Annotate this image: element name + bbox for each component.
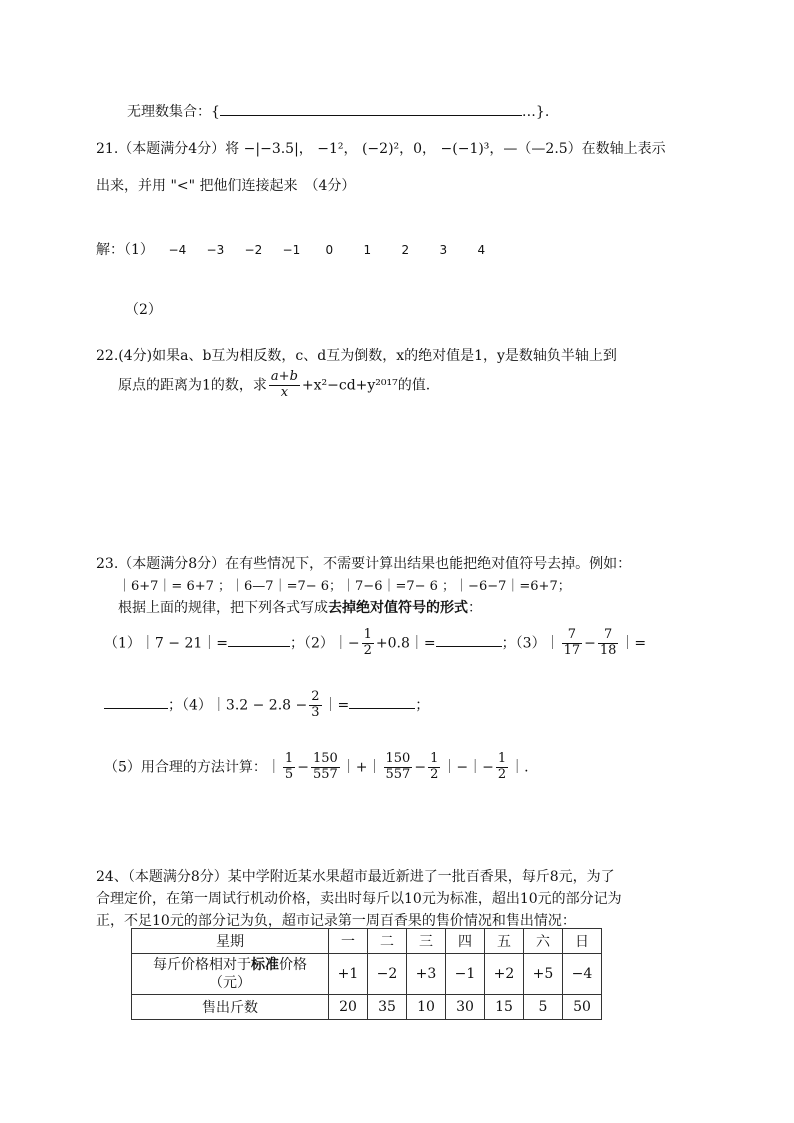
fraction-numerator: 2	[311, 689, 320, 704]
table-cell: −1	[446, 954, 485, 995]
answer-blank-4[interactable]	[349, 708, 415, 709]
table-cell: −4	[563, 954, 602, 995]
q23-line1: 23.（本题满分8分）在有些情况下，不需要计算出结果也能把绝对值符号去掉。例如：	[96, 556, 632, 572]
q23-part4-rest: ｜=	[323, 697, 350, 714]
fraction-denominator: 17	[563, 642, 581, 658]
q23-part1: （1）｜7 − 21｜=	[104, 635, 228, 652]
q23-part3-fraction1	[562, 628, 583, 659]
label-bold: 标准	[251, 957, 279, 973]
q21-number: 21.	[96, 141, 119, 157]
table-cell: 30	[446, 995, 485, 1020]
fraction-numerator: a+b	[270, 369, 298, 384]
label-part: 每斤价格相对于	[153, 957, 251, 973]
q21-expr3: (−2)²，0，	[361, 141, 437, 157]
number-line-tick: 2	[401, 243, 410, 257]
q21-line2: 出来，并用 "<" 把他们连接起来 （4分）	[96, 178, 356, 194]
label-unit: （元）	[209, 975, 251, 991]
q24-line2: 合理定价，在第一周试行机动价格，卖出时每斤以10元为标准，超出10元的部分记为	[96, 891, 622, 907]
q23-part5-sep: ｜+｜	[341, 759, 382, 776]
q23-part3: ；（3）｜	[501, 635, 560, 652]
q23-part5-fraction4	[428, 752, 440, 783]
q23-part5-text: （5）用合理的方法计算：｜	[104, 759, 281, 776]
number-line-tick: −1	[282, 243, 301, 257]
answer-blank[interactable]	[220, 115, 522, 116]
q23-part2-fraction	[362, 628, 374, 659]
q21-answer-line	[96, 239, 500, 259]
fraction-denominator: 557	[312, 766, 338, 782]
irrational-set-end: …}.	[521, 104, 550, 120]
q23-part5-sep2: ｜−｜−	[442, 759, 494, 776]
fraction-denominator: 557	[385, 766, 411, 782]
table-header-row	[132, 929, 602, 954]
table-cell: 15	[485, 995, 524, 1020]
fraction-numerator: 1	[430, 751, 439, 766]
q24-line1: 24、（本题满分8分）某中学附近某水果超市最近新进了一批百香果，每斤8元，为了	[96, 869, 615, 885]
table-cell: +3	[407, 954, 446, 995]
table-day: 一	[329, 929, 368, 954]
number-line-tick: −3	[206, 243, 225, 257]
table-cell: −2	[368, 954, 407, 995]
q23-part2-rest: +0.8｜=	[375, 635, 436, 652]
number-line-ticks	[158, 242, 500, 258]
q23-part3-rest: ｜=	[620, 635, 647, 652]
label-part: 价格	[279, 957, 307, 973]
q22-text: 原点的距离为1的数，求	[118, 377, 267, 394]
q21-expr4: −(−1)³，—（—2.5）在数轴上表示	[440, 141, 666, 157]
fraction-denominator: 2	[497, 766, 507, 782]
answer-blank-1[interactable]	[228, 646, 290, 647]
table-day: 三	[407, 929, 446, 954]
q23-text: 根据上面的规律，把下列各式写成	[118, 600, 328, 616]
table-row-price	[132, 954, 602, 995]
q22-expression: +x²−cd+y²⁰¹⁷的值.	[301, 377, 431, 394]
q23-line3	[118, 597, 482, 617]
q23-bold-text: 去掉绝对值符号的形式	[328, 600, 468, 616]
fraction-numerator: 7	[598, 628, 619, 644]
q23-part4-end: ；	[415, 697, 430, 714]
fraction-denominator: x	[280, 384, 289, 400]
q23-part4-text: ；（4）｜3.2 − 2.8 −	[168, 697, 308, 714]
table-cell: 5	[524, 995, 563, 1020]
table-cell: 50	[563, 995, 602, 1020]
q23-part3-fraction2	[598, 628, 619, 659]
table-row-sales-label: 售出斤数	[132, 995, 329, 1020]
q23-part5-fraction3	[384, 752, 413, 783]
q23-part4	[104, 690, 429, 721]
q23-parts-1-3: （1）｜7 − 21｜= ；（2）｜− $\frac{1}{2}$ +0.8｜= ；（3）｜ $\frac{7}{17}$ − $\frac{7}{18}$ ｜=	[104, 627, 647, 658]
q21-answer-label: 解：（1）	[96, 242, 154, 258]
answer-blank-3[interactable]	[104, 708, 168, 709]
table-cell: 35	[368, 995, 407, 1020]
q21-expr1: −|−3.5|，	[243, 141, 313, 157]
number-line-tick: 3	[439, 243, 448, 257]
table-cell: +1	[329, 954, 368, 995]
number-line-tick: −4	[168, 243, 187, 257]
q22-fraction	[269, 370, 300, 401]
q21-line1	[96, 138, 666, 158]
table-row-sales	[132, 995, 602, 1020]
q23-part4-fraction	[309, 690, 321, 721]
table-day: 日	[563, 929, 602, 954]
fraction-numerator: 150	[385, 751, 411, 766]
number-line-tick: 1	[363, 243, 372, 257]
table-cell: +5	[524, 954, 563, 995]
number-line-tick: −2	[244, 243, 263, 257]
fraction-denominator: 5	[284, 766, 294, 782]
fraction-denominator: 3	[311, 704, 320, 720]
fraction-denominator: 2	[430, 766, 439, 782]
fraction-numerator: 7	[562, 628, 583, 644]
q23-part5-fraction1	[283, 752, 295, 783]
table-row-price-label	[132, 954, 329, 995]
q23-part5-fraction5	[496, 752, 508, 783]
fraction-denominator: 18	[599, 642, 617, 658]
table-day: 五	[485, 929, 524, 954]
q23-part5-fraction2	[311, 752, 340, 783]
fraction-numerator: 1	[497, 751, 507, 766]
fraction-numerator: 1	[363, 627, 372, 642]
table-cell: +2	[485, 954, 524, 995]
fraction-numerator: 1	[284, 751, 294, 766]
table-day: 四	[446, 929, 485, 954]
q23-line2: ｜6+7｜= 6+7 ；｜6—7｜=7− 6；｜7−6｜=7− 6 ；｜−6−7｜=6+7；	[118, 579, 571, 594]
q24-line3: 正，不足10元的部分记为负，超市记录第一周百香果的售价情况和售出情况：	[96, 913, 576, 929]
q23-colon: ：	[468, 600, 482, 616]
number-line-tick: 4	[477, 243, 486, 257]
q22-line1: 22.(4分)如果a、b互为相反数，c、d互为倒数，x的绝对值是1，y是数轴负半轴上到	[96, 348, 617, 364]
table-day: 二	[368, 929, 407, 954]
q21-text: （本题满分4分）将	[118, 141, 240, 157]
irrational-set-label: 无理数集合：{	[127, 104, 220, 120]
irrational-set-line	[127, 101, 549, 121]
table-cell: 20	[329, 995, 368, 1020]
q22-line2	[118, 370, 430, 401]
answer-blank-2[interactable]	[436, 646, 502, 647]
q23-part5: （5）用合理的方法计算：｜ $\frac{1}{5}$ − $\frac{150}{557}$ ｜+｜ $\frac{150}{557}$ − $\frac{1}{2}$ ｜−｜− $\frac{1}{2}$ ｜.	[104, 751, 529, 782]
q23-part2: ；（2）｜−	[290, 635, 360, 652]
table-cell: 10	[407, 995, 446, 1020]
price-sales-table	[131, 928, 602, 1020]
q23-part5-end: ｜.	[510, 759, 529, 776]
fraction-denominator: 2	[363, 642, 372, 658]
q21-part2: （2）	[125, 302, 162, 318]
q21-expr2: −1²，	[317, 141, 358, 157]
table-header-label: 星期	[132, 929, 329, 954]
fraction-numerator: 150	[312, 751, 338, 766]
number-line-tick: 0	[325, 243, 334, 257]
table-day: 六	[524, 929, 563, 954]
